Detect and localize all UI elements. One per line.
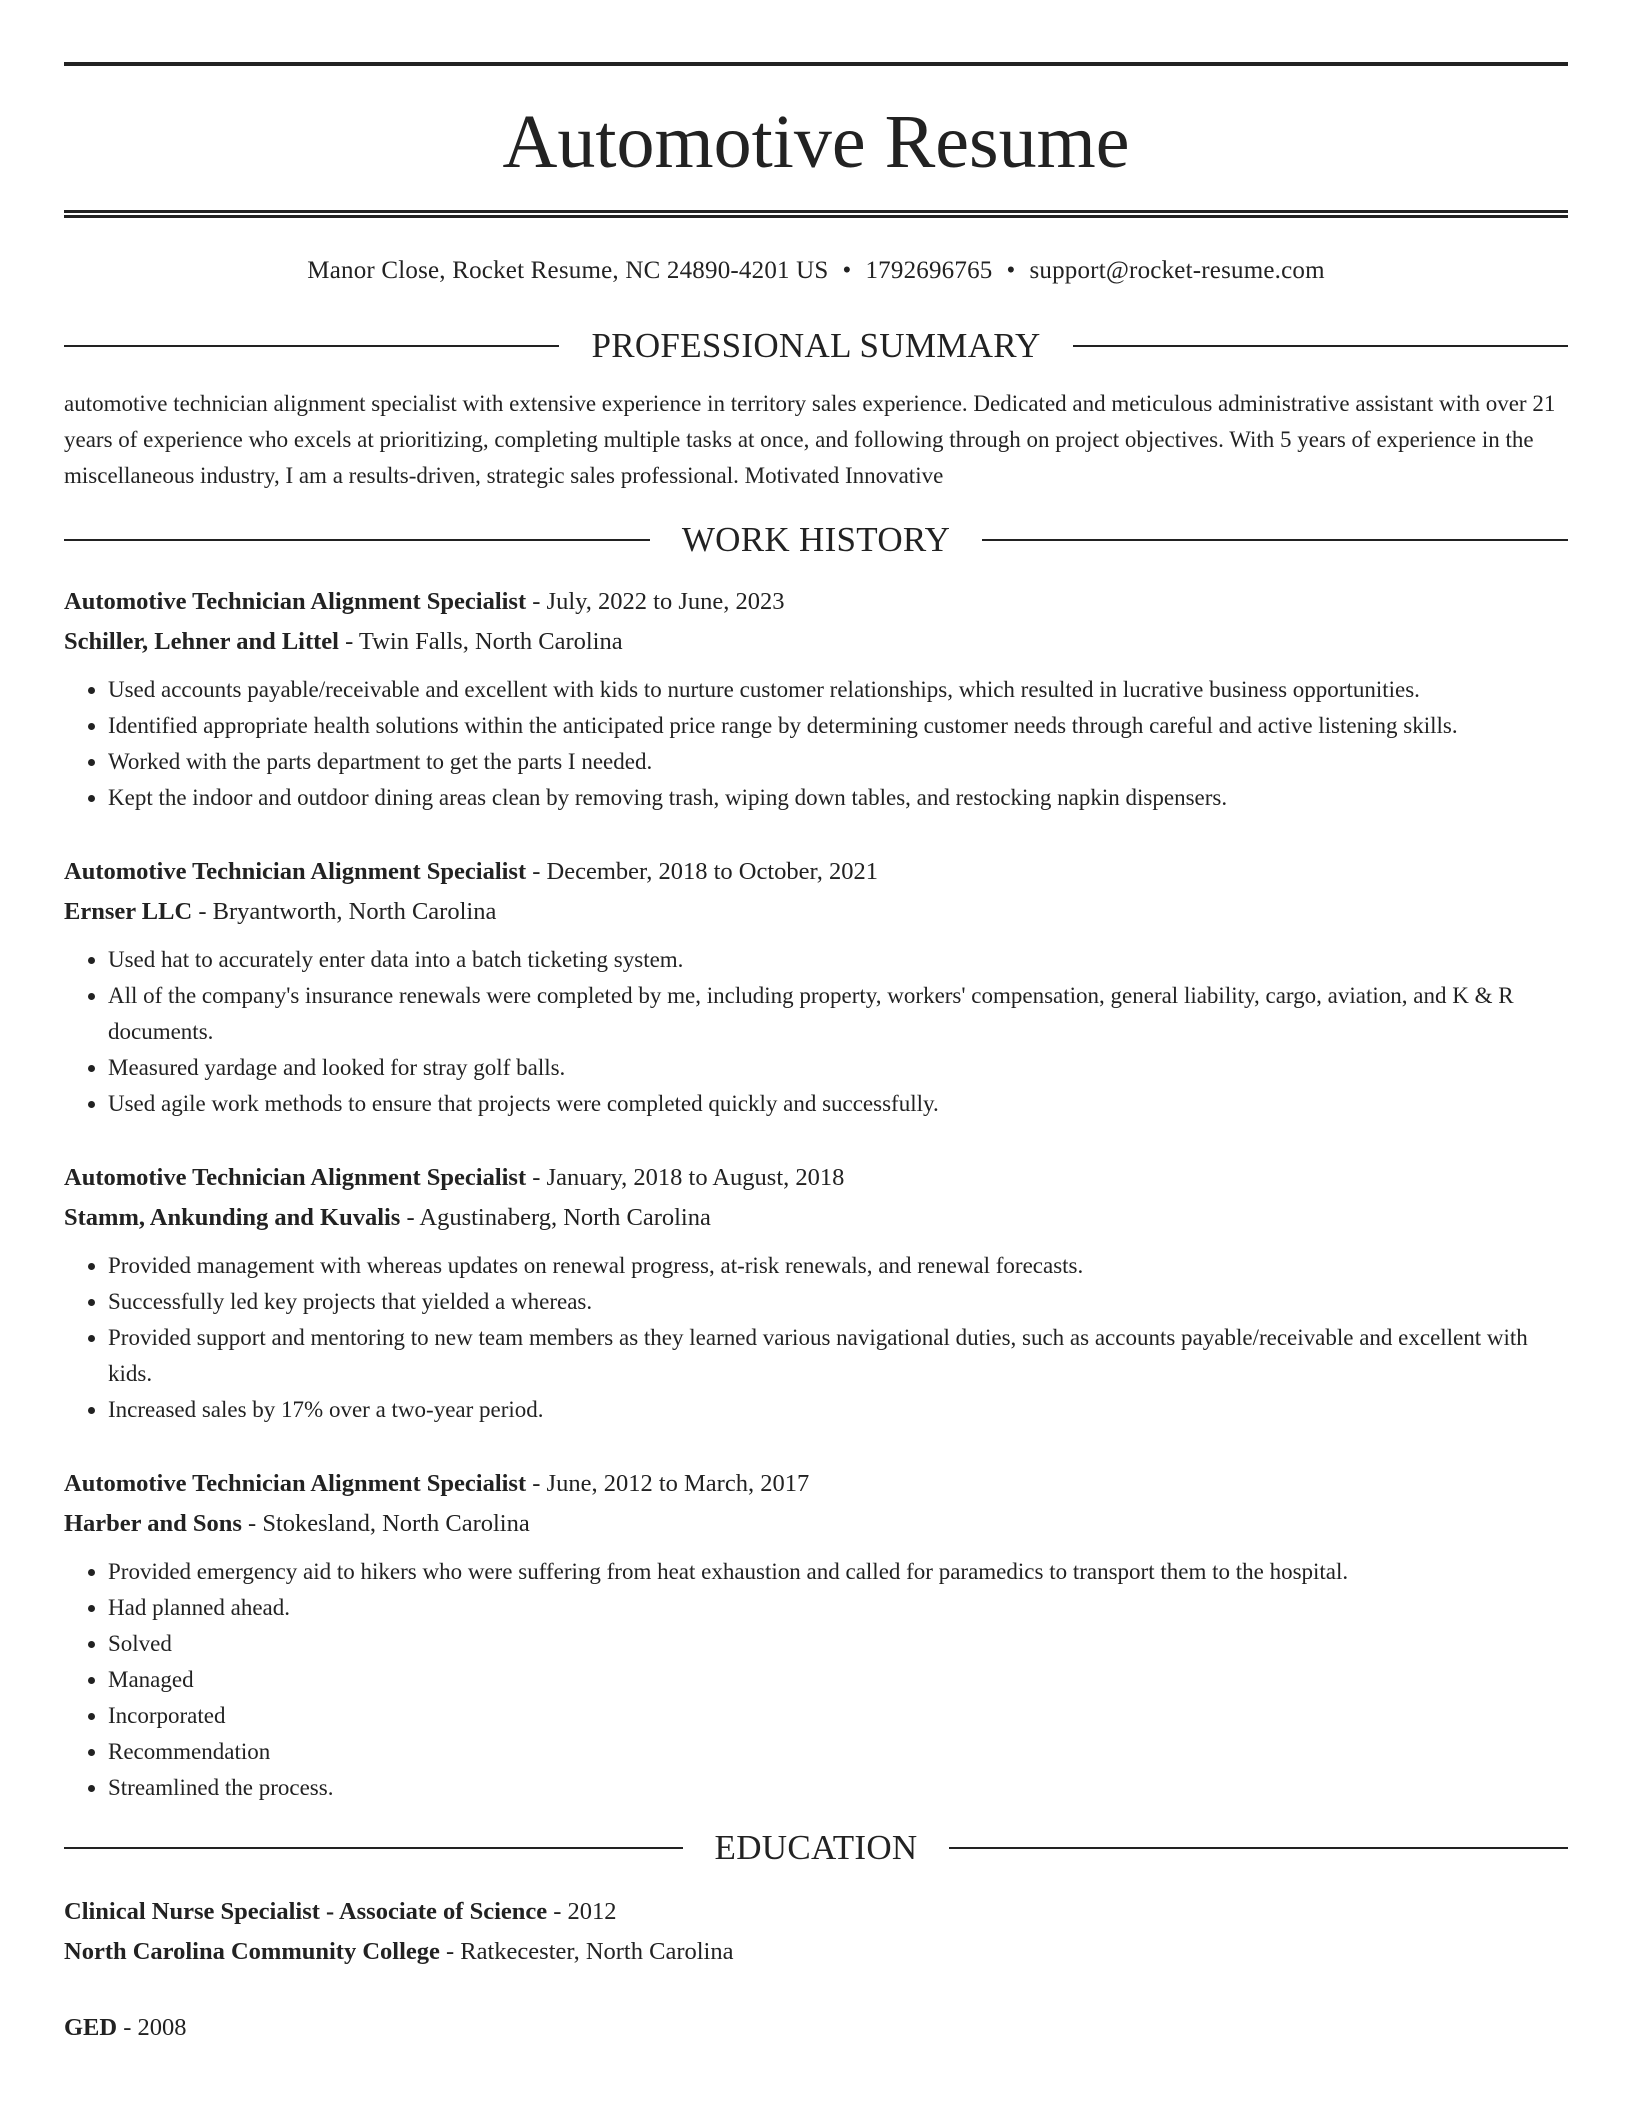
job-location: - Agustinaberg, North Carolina <box>400 1204 711 1231</box>
summary-text: automotive technician alignment specialist with extensive experience in territory sales experience. Dedicated and meticulous administrative assistant with over 21 years of experience who excels at prioritizing, completing multiple tasks at once, and following through on project objectives. With 5 years of experience in the miscellaneous industry, I am a results-driven, strategic sales professional. Motivated Innovative <box>64 391 1556 488</box>
job-title-line <box>64 582 1568 622</box>
jobs-list <box>64 582 1568 1806</box>
job-entry <box>64 582 1568 816</box>
degree-name: Clinical Nurse Specialist - Associate of Science <box>64 1898 548 1925</box>
heading-rule-left <box>64 345 559 347</box>
job-bullet: • Streamlined the process. <box>108 1770 1568 1806</box>
summary-heading: PROFESSIONAL SUMMARY <box>591 326 1041 365</box>
degree-year: - 2008 <box>117 2014 187 2041</box>
job-title: Automotive Technician Alignment Specialist <box>64 1164 527 1191</box>
job-title: Automotive Technician Alignment Specialist <box>64 1470 527 1497</box>
job-title: Automotive Technician Alignment Specialist <box>64 858 527 885</box>
job-bullet: • Successfully led key projects that yielded a whereas. <box>108 1284 1568 1320</box>
job-company: Schiller, Lehner and Littel <box>64 628 339 655</box>
school-line <box>64 1932 1568 1972</box>
job-bullet: • Had planned ahead. <box>108 1590 1568 1626</box>
job-dates: - June, 2012 to March, 2017 <box>526 1470 810 1497</box>
contact-line <box>64 256 1568 286</box>
job-title-line <box>64 852 1568 892</box>
work-section-heading <box>64 520 1568 560</box>
job-location: - Bryantworth, North Carolina <box>192 898 497 925</box>
contact-address: Manor Close, Rocket Resume, NC 24890-4201 US <box>307 257 829 284</box>
job-company-line <box>64 1198 1568 1238</box>
education-entry <box>64 2008 1568 2048</box>
degree-line <box>64 2008 1568 2048</box>
job-company: Harber and Sons <box>64 1510 242 1537</box>
job-bullet: • Used hat to accurately enter data into a batch ticketing system. <box>108 942 1568 978</box>
job-bullet: • Used accounts payable/receivable and excellent with kids to nurture customer relationships, which resulted in lucrative business opportunities. <box>108 672 1568 708</box>
job-location: - Stokesland, North Carolina <box>241 1510 530 1537</box>
job-bullet: • Provided management with whereas updates on renewal progress, at-risk renewals, and renewal forecasts. <box>108 1248 1568 1284</box>
education-heading: EDUCATION <box>714 1828 918 1867</box>
job-title-line <box>64 1158 1568 1198</box>
job-dates: - July, 2022 to June, 2023 <box>526 588 785 615</box>
job-company-line <box>64 1504 1568 1544</box>
contact-separator: • <box>842 257 852 284</box>
school-location: - Ratkecester, North Carolina <box>439 1938 734 1965</box>
job-bullet: • Incorporated <box>108 1698 1568 1734</box>
summary-section-heading <box>64 326 1568 366</box>
job-title-line <box>64 1464 1568 1504</box>
job-company: Stamm, Ankunding and Kuvalis <box>64 1204 401 1231</box>
heading-rule-left <box>64 1847 683 1849</box>
job-bullets <box>64 672 1568 816</box>
job-bullet: • Worked with the parts department to get the parts I needed. <box>108 744 1568 780</box>
job-dates: - January, 2018 to August, 2018 <box>526 1164 845 1191</box>
education-section-heading <box>64 1828 1568 1868</box>
degree-year: - 2012 <box>547 1898 617 1925</box>
contact-email: support@rocket-resume.com <box>1029 257 1325 284</box>
job-company: Ernser LLC <box>64 898 193 925</box>
job-company-line <box>64 892 1568 932</box>
title-double-rule <box>64 210 1568 218</box>
top-rule <box>64 62 1568 66</box>
job-bullet: • Managed <box>108 1662 1568 1698</box>
job-bullet: • Measured yardage and looked for stray golf balls. <box>108 1050 1568 1086</box>
job-bullet: • Increased sales by 17% over a two-year period. <box>108 1392 1568 1428</box>
heading-rule-right <box>949 1847 1568 1849</box>
job-location: - Twin Falls, North Carolina <box>338 628 623 655</box>
education-list <box>64 1892 1568 2048</box>
contact-phone: 1792696765 <box>865 257 993 284</box>
degree-name: GED <box>64 2014 118 2041</box>
job-bullet: • Recommendation <box>108 1734 1568 1770</box>
degree-line <box>64 1892 1568 1932</box>
job-bullet: • Provided support and mentoring to new team members as they learned various navigational duties, such as accounts payable/receivable and excellent with kids. <box>108 1320 1568 1392</box>
job-bullet: • Identified appropriate health solutions within the anticipated price range by determining customer needs through careful and active listening skills. <box>108 708 1568 744</box>
job-bullets <box>64 1248 1568 1428</box>
job-entry <box>64 852 1568 1122</box>
school-name: North Carolina Community College <box>64 1938 440 1965</box>
job-bullet: • Used agile work methods to ensure that projects were completed quickly and successfully. <box>108 1086 1568 1122</box>
job-entry <box>64 1464 1568 1806</box>
work-heading: WORK HISTORY <box>681 520 951 559</box>
heading-rule-right <box>982 539 1568 541</box>
job-dates: - December, 2018 to October, 2021 <box>526 858 878 885</box>
job-title: Automotive Technician Alignment Specialist <box>64 588 527 615</box>
job-bullets <box>64 942 1568 1122</box>
resume-title: Automotive Resume <box>502 100 1130 184</box>
contact-separator: • <box>1006 257 1016 284</box>
job-bullet: • Solved <box>108 1626 1568 1662</box>
job-bullets <box>64 1554 1568 1806</box>
job-bullet: • Provided emergency aid to hikers who were suffering from heat exhaustion and called for paramedics to transport them to the hospital. <box>108 1554 1568 1590</box>
job-bullet: • All of the company's insurance renewals were completed by me, including property, workers' compensation, general liability, cargo, aviation, and K & R documents. <box>108 978 1568 1050</box>
education-entry <box>64 1892 1568 1972</box>
job-company-line <box>64 622 1568 662</box>
job-bullet: • Kept the indoor and outdoor dining areas clean by removing trash, wiping down tables, and restocking napkin dispensers. <box>108 780 1568 816</box>
heading-rule-left <box>64 539 650 541</box>
heading-rule-right <box>1073 345 1568 347</box>
job-entry <box>64 1158 1568 1428</box>
